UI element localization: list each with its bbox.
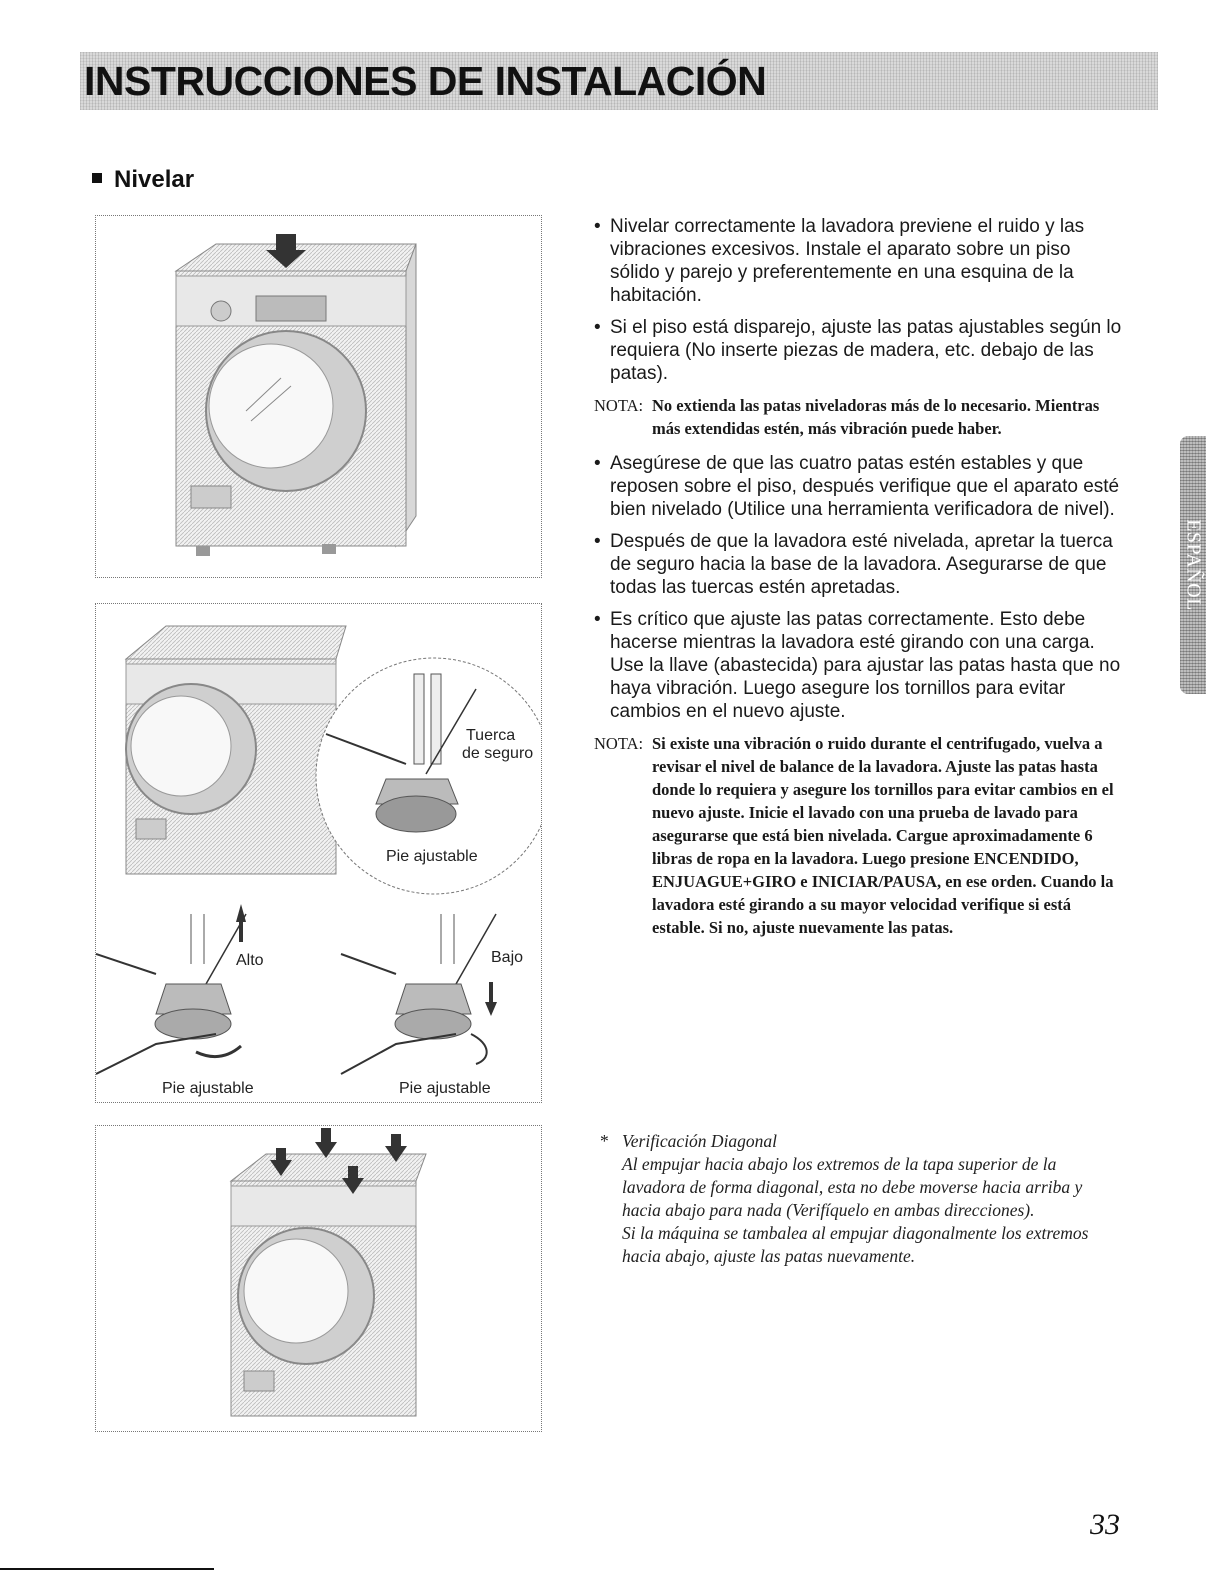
language-tab xyxy=(1180,436,1206,694)
square-bullet-icon xyxy=(92,173,102,183)
bullet-2: • Si el piso está disparejo, ajuste las patas ajustables según lo requiera (No inserte piezas de madera, etc. debajo de las patas). xyxy=(594,316,1124,385)
bullet-4: • Después de que la lavadora esté nivelada, apretar la tuerca de seguro hacia la base de la lavadora. Asegurarse de que todas las tuercas estén apretadas. xyxy=(594,530,1124,599)
down-label: Bajo xyxy=(491,949,524,966)
washer-diagonal-illustration xyxy=(96,1126,542,1432)
section-title: Nivelar xyxy=(114,166,195,193)
caption-right: Pie ajustable xyxy=(399,1080,491,1097)
bullet-3: • Asegúrese de que las cuatro patas estén estables y que reposen sobre el piso, después verifique que el aparato esté bien nivelado (Utilice una herramienta verificadora de nivel). xyxy=(594,452,1124,521)
verification-title: Verificación Diagonal xyxy=(622,1131,778,1151)
figure-diagonal-check xyxy=(95,1125,542,1432)
language-tab-label: ESPAÑOL xyxy=(1182,519,1205,611)
note-2 xyxy=(594,732,1124,939)
page-title: INSTRUCCIONES DE INSTALACIÓN xyxy=(84,58,767,104)
up-label: Alto xyxy=(236,952,264,969)
note-1-label: NOTA: xyxy=(594,396,644,415)
bullet-1: • Nivelar correctamente la lavadora previene el ruido y las vibraciones excesivos. Instale el aparato sobre un piso sólido y parejo y preferentemente en una esquina de la habitación. xyxy=(594,215,1124,307)
diagonal-verification xyxy=(600,1130,1100,1268)
figure-washer-level xyxy=(95,215,542,578)
verification-p2: Si la máquina se tambalea al empujar diagonalmente los extremos hacia abajo, ajuste las patas nuevamente. xyxy=(622,1223,1089,1266)
arrow-up-icon xyxy=(236,904,246,922)
note-1-text: No extienda las patas niveladoras más de lo necesario. Mientras más extendidas estén, más vibración puede haber. xyxy=(652,396,1100,438)
note-2-text: Si existe una vibración o ruido durante el centrifugado, vuelva a revisar el nivel de balance de la lavadora. Ajuste las patas hasta donde lo requiera y asegure los tornillos para evitar cambios en el nuevo ajuste. Inicie el lavado con una prueba de lavado para asegurarse que está bien nivelada. Cargue aproximadamente 6 libras de ropa en la lavadora. Luego presione ENCENDIDO, ENJUAGUE+GIRO e INICIAR/PAUSA, en ese orden. Cuando la lavadora esté girando a su mayor velocidad verifique si está estable. Si no, ajuste nuevamente las patas. xyxy=(652,734,1114,937)
figure-adjustable-foot xyxy=(95,603,542,1103)
arrow-down-icon xyxy=(485,1002,497,1016)
bullet-5: • Es crítico que ajuste las patas correctamente. Esto debe hacerse mientras la lavadora esté girando con una carga. Use la llave (abastecida) para ajustar las patas hasta que no haya vibración. Luego asegure los tornillos para evitar cambios en el nuevo ajuste. xyxy=(594,608,1124,723)
footer-rule xyxy=(0,1568,214,1570)
verification-p1: Al empujar hacia abajo los extremos de la tapa superior de la lavadora de forma diagonal, esta no debe moverse hacia arriba y hacia abajo para nada (Verifíquelo en ambas direcciones). xyxy=(622,1154,1083,1220)
caption-left: Pie ajustable xyxy=(162,1080,254,1097)
foot-label: Pie ajustable xyxy=(386,848,478,865)
rotate-arrow-icon xyxy=(471,1034,487,1064)
nut-label: Tuerca xyxy=(466,727,516,744)
rotate-arrow-icon xyxy=(196,1046,241,1057)
note-1 xyxy=(594,394,1124,440)
section-heading xyxy=(92,166,194,194)
page-number: 33 xyxy=(1090,1508,1120,1541)
note-2-label: NOTA: xyxy=(594,734,644,753)
asterisk-icon: * xyxy=(600,1131,609,1151)
nut-label-line-2: de seguro xyxy=(462,745,534,762)
washer-illustration xyxy=(96,216,542,578)
instructions-column xyxy=(594,215,1124,951)
